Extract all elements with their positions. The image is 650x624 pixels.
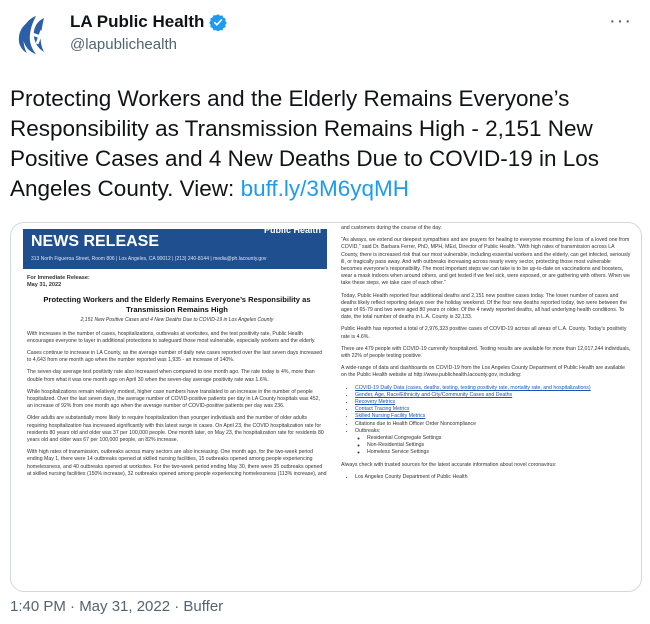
body-paragraph: Older adults are substantially more likely to require hospitalization than younger individuals and the number of older adults requiring hospitalization has increased significantly with this latest surge in cases. On April 23, the COVID hospitalization rate for residents 80 years old and older was 37 per 100,000 people. One month later, on May 23, the hospitalization rate for residents 80 years old and older was 67 per 100,000 people, an 82% increase.	[27, 415, 324, 444]
body-paragraph: While hospitalizations remain relatively modest, higher case numbers have translated to an increase in the number of people hospitalized. Over the last seven days, the average number of COVID-positive patients per day in LA County hospitals was 452, an increase of 92% from one month ago when the average number of COVID-positive patients per day was 236.	[27, 388, 320, 410]
for-immediate-release: For Immediate Release:	[27, 275, 90, 281]
body-paragraph: Today, Public Health reported four additional deaths and 2,151 new positive cases today. The lower number of cases and deaths likely reflect reporting delays over the holiday weekend. Of the four new deaths reported today, two were between the ages of 65-79 and two were aged 80 years or older. Of the 4 newly reported deaths, all had underlying health conditions. To date, the total number of deaths in L.A. County is 32,133.	[341, 292, 627, 321]
header-address: 313 North Figueroa Street, Room 806 | Los Angeles, CA 90012 | (213) 240-8144 | media@ph.lacounty.gov	[31, 256, 267, 262]
document-subhead: 2,151 New Positive Cases and 4 New Deaths Due to COVID-19 in Los Angeles County	[80, 317, 274, 324]
verified-badge-icon	[209, 13, 227, 31]
tweet-media-image[interactable]	[10, 222, 642, 592]
sources-list	[341, 474, 631, 481]
release-label	[27, 275, 327, 289]
account-handle[interactable]: @lapublichealth	[70, 36, 177, 53]
tweet-text	[10, 84, 635, 204]
list-item: • Skilled Nursing Facility Metrics	[355, 413, 631, 420]
list-item: • Citations due to Health Officer Order Noncompliance	[355, 421, 631, 428]
list-item-label: Outbreaks:	[355, 427, 381, 434]
list-item: • Contact Tracing Metrics	[355, 406, 631, 413]
document-left-column	[27, 275, 327, 483]
body-paragraph: and customers during the course of the day.	[341, 225, 442, 231]
list-item: • Gender, Age, Race/Ethnicity and City/Community Cases and Deaths	[355, 392, 631, 399]
tweet-timestamp[interactable]: 1:40 PM · May 31, 2022 · Buffer	[10, 598, 224, 615]
list-item: ◦ Homeless Service Settings	[367, 449, 631, 456]
body-paragraph: The seven-day average test positivity rate also increased when compared to one month ago. The rate today is 4%, more than double from what it was one month ago on April 30 when the seven-day average positivity rate was 1.6%.	[27, 369, 315, 383]
body-paragraph: Cases continue to increase in LA County, as the average number of daily new cases reported over the last seven days increased to 4,643 from one month ago when the number reported was 1,935 - an increase of 140%.	[27, 350, 323, 364]
list-item: • COVID-19 Daily Data (cases, deaths, testing, testing positivity rate, mortality rate, and hospitalizations)	[355, 385, 631, 392]
avatar[interactable]	[10, 10, 58, 58]
display-name[interactable]: LA Public Health	[70, 12, 205, 31]
la-public-health-logo-icon	[14, 12, 54, 56]
list-item: • Los Angeles County Department of Public Health	[355, 474, 631, 481]
body-paragraph: “As always, we extend our deepest sympathies and are prayers for healing to everyone mourning the loss of a loved one from COVID,” said Dr. Barbara Ferrer, PhD, MPH, MEd, Director of Public Health. “With high rates of transmission across LA County, there is increased risk that our most vulnerable, including essential workers and the elderly, can get infected, seriously ill, or tragically pass away. And with outbreaks increasing across nearly every sector, protecting those most vulnerable becomes everyone’s responsibility. The most important steps we can take is to be up-to-date on vaccinations and boosters, wear a mask indoors when around others, and get tested if we feel sick, were exposed, or are gathering with others. When we take these steps, we take care of each other.”	[341, 237, 631, 287]
more-options-icon[interactable]: ···	[609, 10, 632, 32]
header-brand: Public Health	[263, 225, 321, 235]
tweet-link[interactable]: buff.ly/3M6yqMH	[240, 176, 409, 201]
list-item: ◦ Residential Congregate Settings	[367, 435, 631, 442]
document-headline: Protecting Workers and the Elderly Remains Everyone’s Responsibility as Transmission Remains High	[43, 295, 311, 315]
release-date: May 31, 2022	[27, 282, 62, 289]
body-paragraph: A wide-range of data and dashboards on COVID-19 from the Los Angeles County Department of Public Health are available on the Public Health website at http://www.publichealth.lacounty.gov, including:	[341, 365, 626, 379]
body-paragraph: Public Health has reported a total of 2,976,323 positive cases of COVID-19 across all areas of L.A. County. Today’s positivity rate is 4.6%.	[341, 326, 627, 340]
body-paragraph: There are 479 people with COVID-19 currently hospitalized. Testing results are available for more than 12,017,244 individuals, with 22% of people testing positive.	[341, 345, 631, 360]
outbreaks-sublist	[355, 435, 631, 457]
news-release-document	[11, 223, 641, 591]
document-right-column	[341, 225, 631, 486]
list-item: ◦ Non-Residential Settings	[367, 442, 631, 449]
account-name-row	[70, 12, 227, 32]
tweet-body: Protecting Workers and the Elderly Remains Everyone’s Responsibility as Transmission Remains High - 2,151 New Positive Cases and 4 New Deaths Due to COVID-19 in Los Angeles County. View:	[10, 86, 600, 201]
body-paragraph: With increases in the number of cases, hospitalizations, outbreaks at worksites, and the test positivity rate, Public Health encourages everyone to layer in additional protections to safeguard those most vulnerable, especially workers and the elderly.	[27, 330, 316, 344]
body-paragraph: Always check with trusted sources for the latest accurate information about novel coronavirus:	[341, 461, 557, 468]
news-release-title: NEWS RELEASE	[31, 233, 160, 250]
list-item: • Recovery Metrics	[355, 399, 631, 406]
body-paragraph: With high rates of transmission, outbreaks across many sectors are also increasing. One month ago, for the two-week period ending May 1, there were 14 outbreaks opened at skilled nursing facilities, 15 outbreaks opened among people experiencing homelessness, and 40 outbreaks opened at worksites. For the two-week period ending May 30, there were 35 outbreaks opened at skilled nursing facilities (150% increase), 32 outbreaks opened among people experiencing homelessness (113% increase), and	[27, 449, 327, 477]
news-release-header	[23, 225, 327, 269]
data-links-list	[341, 385, 631, 457]
list-item	[355, 428, 631, 457]
